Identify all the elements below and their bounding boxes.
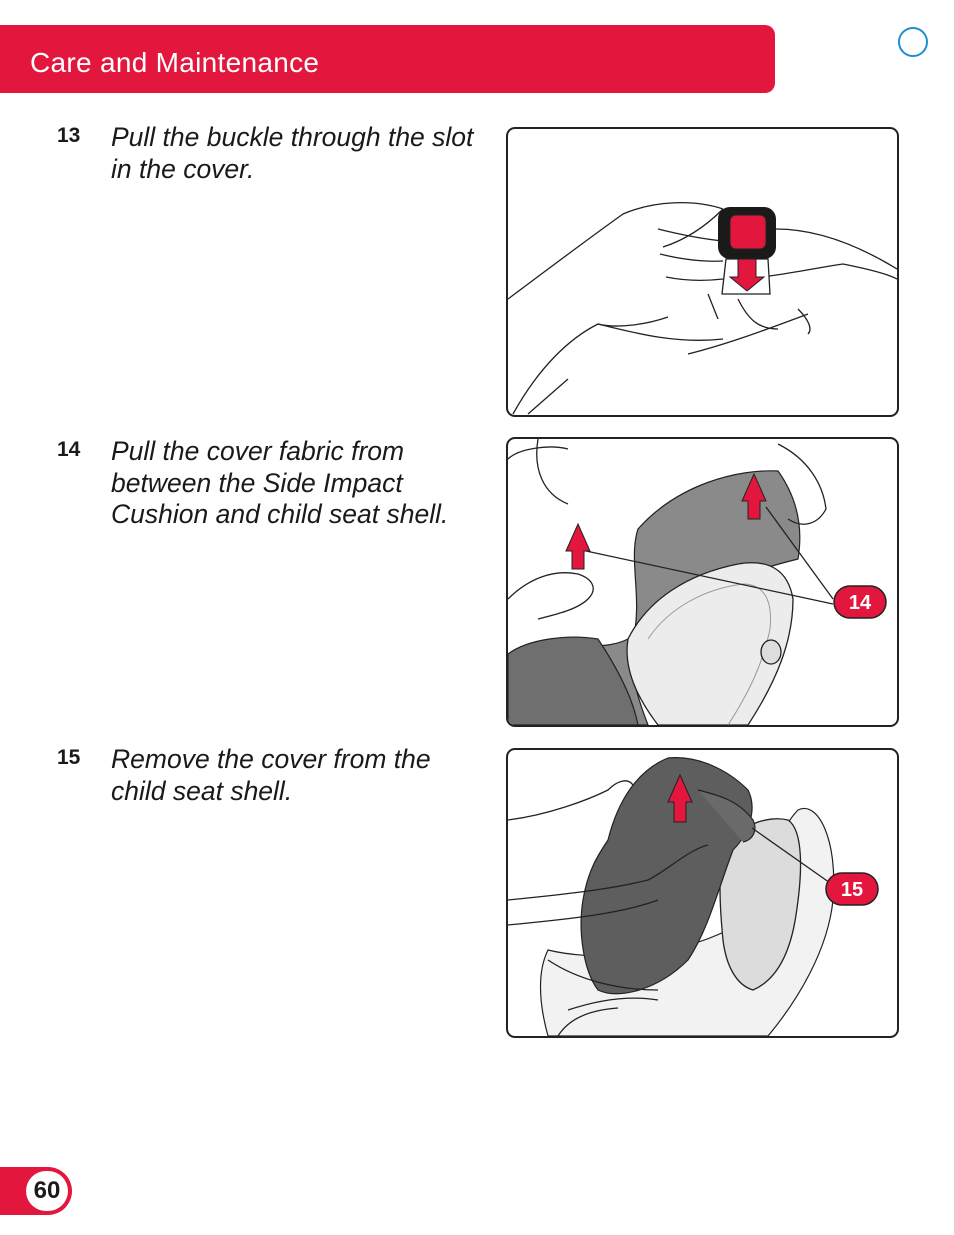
illustration-panel-13 [506, 127, 899, 417]
page-number: 60 [26, 1171, 68, 1211]
step-number: 15 [57, 746, 81, 769]
hand-pulling-buckle-illustration [508, 129, 897, 415]
corner-circle-icon [898, 27, 928, 57]
hands-removing-cover-illustration [508, 750, 897, 1036]
hands-pulling-cover-fabric-illustration [508, 439, 897, 725]
step-number: 14 [57, 438, 81, 461]
page-number-badge [0, 1167, 72, 1215]
section-title: Care and Maintenance [30, 47, 320, 78]
illustration-panel-15 [506, 748, 899, 1038]
callout-15-label: 15 [840, 879, 864, 901]
section-header-bar [0, 25, 775, 93]
callout-14-label: 14 [848, 592, 872, 614]
step-instruction: Remove the cover from the child seat shell. [111, 744, 431, 806]
illustration-panel-14 [506, 437, 899, 727]
step-instruction: Pull the buckle through the slot in the cover. [111, 122, 474, 184]
step-instruction: Pull the cover fabric from between the Side Impact Cushion and child seat shell. [111, 436, 449, 529]
step-number: 13 [57, 124, 81, 147]
